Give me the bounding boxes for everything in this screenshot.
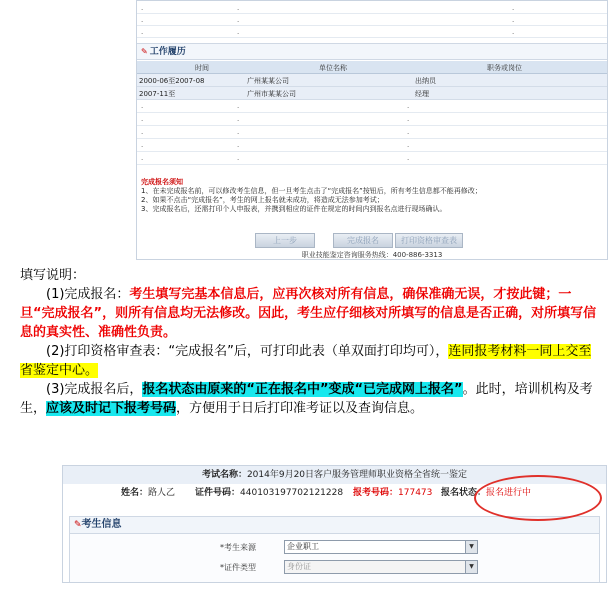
notice-line: 2、如果不点击“完成报名”，考生的网上报名就未成功，将造成无法参加考试； bbox=[141, 196, 384, 204]
row-dot: . bbox=[407, 115, 410, 123]
reg-label: 报考号码： bbox=[353, 488, 399, 498]
row-dot: . bbox=[237, 4, 240, 12]
cell-time: 2000-06至2007-08 bbox=[139, 77, 205, 85]
empty-row bbox=[137, 100, 607, 113]
cell-company: 广州市某某公司 bbox=[247, 90, 296, 98]
field-row bbox=[70, 557, 599, 577]
instruction-2-text: (2)打印资格审查表：“完成报名”后，可打印此表（单双面打印均可）， bbox=[46, 344, 449, 359]
row-dot: . bbox=[141, 154, 144, 162]
source-select[interactable] bbox=[284, 540, 478, 554]
cert-label: 证件号码： bbox=[195, 488, 241, 498]
empty-row bbox=[137, 25, 607, 38]
header-time: 时间 bbox=[195, 64, 209, 72]
row-dot: . bbox=[512, 4, 515, 12]
row-dot: . bbox=[407, 128, 410, 136]
name-label: 姓名： bbox=[121, 488, 149, 498]
name-value: 路人乙 bbox=[148, 488, 176, 498]
instruction-3-highlight-status: 报名状态由原来的“正在报名中”变成“已完成网上报名” bbox=[142, 382, 463, 397]
notice-line: 1、在未完成报名前，可以修改考生信息，但一旦考生点击了“完成报名”按钮后，所有考生信息都不能再修改； bbox=[141, 187, 482, 195]
print-review-form-button[interactable]: 打印资格审查表 bbox=[395, 233, 463, 248]
pen-icon: ✎ bbox=[74, 520, 82, 530]
instruction-1 bbox=[20, 285, 600, 342]
header-position: 职务或岗位 bbox=[487, 64, 522, 72]
header-company: 单位名称 bbox=[319, 64, 347, 72]
exam-label: 考试名称： bbox=[201, 470, 247, 480]
row-dot: . bbox=[237, 16, 240, 24]
button-bar bbox=[137, 233, 607, 247]
instruction-2 bbox=[20, 342, 600, 380]
row-dot: . bbox=[141, 28, 144, 36]
source-value: 企业职工 bbox=[287, 542, 319, 551]
empty-row bbox=[137, 139, 607, 152]
row-dot: . bbox=[237, 128, 240, 136]
instruction-3-mid: 。此时，培训机构及考生， bbox=[20, 382, 593, 416]
row-dot: . bbox=[407, 154, 410, 162]
source-label: *考生来源 bbox=[220, 543, 256, 552]
instruction-3-prefix: (3)完成报名后， bbox=[46, 382, 143, 397]
row-dot: . bbox=[237, 102, 240, 110]
candidate-info-panel bbox=[69, 516, 600, 583]
table-row bbox=[137, 74, 607, 87]
instructions-heading: 填写说明： bbox=[20, 268, 86, 283]
id-type-select[interactable] bbox=[284, 560, 478, 574]
row-dot: . bbox=[141, 4, 144, 12]
complete-registration-button[interactable]: 完成报名 bbox=[333, 233, 393, 248]
empty-row bbox=[137, 113, 607, 126]
cell-position: 经理 bbox=[415, 90, 429, 98]
instructions bbox=[20, 266, 600, 418]
candidate-info-label: 考生信息 bbox=[81, 519, 122, 530]
table-header bbox=[137, 61, 607, 74]
cell-company: 广州某某公司 bbox=[247, 77, 289, 85]
row-dot: . bbox=[237, 154, 240, 162]
id-type-value: 身份证 bbox=[287, 562, 311, 571]
empty-row bbox=[137, 126, 607, 139]
field-row bbox=[70, 537, 599, 557]
row-dot: . bbox=[407, 141, 410, 149]
notice-box bbox=[141, 178, 601, 214]
row-dot: . bbox=[237, 28, 240, 36]
chevron-down-icon: ▼ bbox=[465, 541, 477, 553]
instruction-3-suffix: ，方便用于日后打印准考证以及查询信息。 bbox=[176, 401, 424, 416]
cell-time: 2007-11至 bbox=[139, 90, 176, 98]
hotline-text: 职业技能鉴定咨询服务热线：400-886-3313 bbox=[301, 251, 443, 259]
status-label: 报名状态： bbox=[441, 488, 487, 498]
status-value: 报名进行中 bbox=[486, 488, 532, 498]
cell-position: 出纳员 bbox=[415, 77, 436, 85]
chevron-down-icon: ▼ bbox=[465, 561, 477, 573]
status-highlight-circle bbox=[474, 475, 602, 521]
instruction-1-prefix: (1)完成报名： bbox=[46, 287, 130, 302]
work-history-title bbox=[137, 43, 607, 60]
registration-screenshot bbox=[136, 0, 608, 260]
table-row bbox=[137, 87, 607, 100]
row-dot: . bbox=[407, 102, 410, 110]
row-dot: . bbox=[141, 16, 144, 24]
row-dot: . bbox=[141, 141, 144, 149]
row-dot: . bbox=[237, 115, 240, 123]
row-dot: . bbox=[512, 16, 515, 24]
reg-value: 177473 bbox=[398, 488, 433, 498]
work-history-label: 工作履历 bbox=[149, 47, 186, 57]
empty-row bbox=[137, 152, 607, 165]
instruction-2-highlight: 连同报考材料一同上交至省鉴定中心。 bbox=[20, 344, 592, 378]
prev-step-button[interactable]: 上一步 bbox=[255, 233, 315, 248]
instruction-3-highlight-number: 应该及时记下报考号码 bbox=[46, 401, 177, 416]
row-dot: . bbox=[141, 115, 144, 123]
row-dot: . bbox=[141, 102, 144, 110]
row-dot: . bbox=[512, 28, 515, 36]
notice-title: 完成报名须知 bbox=[141, 178, 183, 186]
instruction-3 bbox=[20, 380, 600, 418]
notice-line: 3、完成报名后，还需打印个人申报表，并携到相应的证件在规定的时间内到报名点进行现场确认。 bbox=[141, 205, 447, 213]
pen-icon: ✎ bbox=[141, 47, 148, 56]
id-type-label: *证件类型 bbox=[220, 563, 256, 572]
instruction-1-warning: 考生填写完基本信息后，应再次核对所有信息，确保准确无误，才按此键；一旦“完成报名”，则所有信息均无法修改。因此，考生应仔细核对所填写的信息是否正确，对所填写信息的真实性、准确性负责。 bbox=[20, 287, 597, 340]
exam-name: 2014年9月20日客户服务管理师职业资格全省统一鉴定 bbox=[246, 470, 468, 480]
row-dot: . bbox=[141, 128, 144, 136]
cert-value: 440103197702121228 bbox=[240, 488, 344, 498]
row-dot: . bbox=[237, 141, 240, 149]
